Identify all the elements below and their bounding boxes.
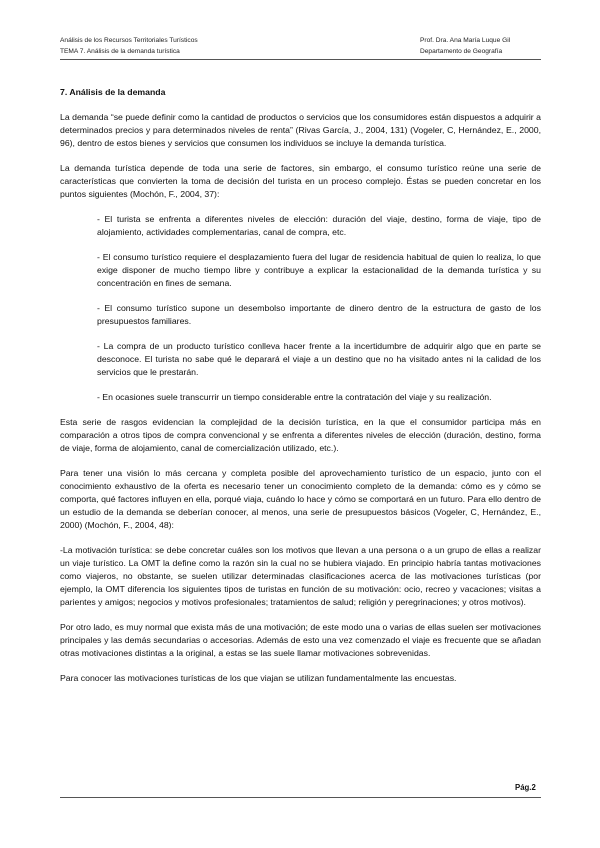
paragraph-complexity: Esta serie de rasgos evidencian la complejidad de la decisión turística, en la que el consumidor participa más en comparación a otros tipos de compra convencional y se enfrenta a diferentes niveles de elección (duración, destino, forma de viaje, forma de alojamiento, canal de comercialización utilizado, etc.).: [60, 417, 541, 453]
paragraph-factors: La demanda turística depende de toda una serie de factores, sin embargo, el consumo turístico reúne una serie de características que convierten la toma de decisión del turista en un proceso complejo. Éstas se pueden concretar en los puntos siguientes (Mochón, F., 2004, 37):: [60, 163, 541, 199]
page-number: Pág.2: [515, 783, 536, 792]
header-department: Departamento de Geografía: [420, 48, 503, 55]
header-course-title: Análisis de los Recursos Territoriales Turísticos: [60, 37, 198, 44]
paragraph-vision: Para tener una visión lo más cercana y completa posible del aprovechamiento turístico de un espacio, junto con el conocimiento exhaustivo de la oferta es necesario tener un conocimiento completo de la demanda: cómo es y cómo se comporta, qué factores influyen en ella, porqué viaja, cuándo lo hace y cómo se comportará en un futuro. Para ello dentro de un estudio de la demanda se deberían conocer, al menos, una serie de presupuestos básicos (Vogeler, C, Hernández, E., 2000) (Mochón, F., 2004, 48):: [60, 468, 541, 530]
paragraph-motivation: -La motivación turística: se debe concretar cuáles son los motivos que llevan a una persona o a un grupo de ellas a realizar un viaje turístico. La OMT la define como la razón sin la cual no se hubiera viajado. En principio habría tantas motivaciones como viajeros, no obstante, se suelen utilizar determinadas clasificaciones acerca de las motivaciones turísticas (por ejemplo, la OMT diferencia los siguientes tipos de turistas en función de su motivación: ocio, recreo y vacaciones; visitas a parientes y amigos; negocios y motivos profesionales; tratamientos de salud; religión y peregrinaciones; y otros motivos).: [60, 545, 541, 607]
footer-divider: [60, 797, 541, 798]
header-left: [60, 35, 198, 57]
header-topic: TEMA 7. Análisis de la demanda turística: [60, 48, 180, 55]
list-item: - En ocasiones suele transcurrir un tiempo considerable entre la contratación del viaje y su realización.: [97, 392, 492, 402]
paragraph-definition: La demanda “se puede definir como la cantidad de productos o servicios que los consumidores están dispuestos a adquirir a determinados precios y para determinados niveles de renta” (Rivas García, J., 2004, 131) (Vogeler, C, Hernández, E., 2000, 96), dentro de estos bienes y servicios que consumen los individuos se incluye la demanda turística.: [60, 112, 541, 148]
header-right: [420, 35, 510, 57]
paragraph-surveys: Para conocer las motivaciones turísticas de los que viajan se utilizan fundamentalmente las encuestas.: [60, 673, 457, 683]
header-author: Prof. Dra. Ana María Luque Gil: [420, 37, 511, 44]
list-item: - La compra de un producto turístico conlleva hacer frente a la incertidumbre de adquirir algo que en parte se desconoce. El turista no sabe qué le deparará el viaje a un destino que no ha visitado antes ni la calidad de los servicios que le prestarán.: [97, 341, 541, 377]
list-item: - El consumo turístico requiere el desplazamiento fuera del lugar de residencia habitual de quien lo realiza, lo que exige disponer de mucho tiempo libre y contribuye a explicar la estacionalidad de la demanda turística y su concentración en fines de semana.: [97, 252, 541, 288]
header-divider: [60, 59, 541, 60]
list-item: - El consumo turístico supone un desembolso importante de dinero dentro de la estructura de gasto de los presupuestos familiares.: [97, 303, 541, 326]
paragraph-multiple-motivations: Por otro lado, es muy normal que exista más de una motivación; de este modo una o varias de ellas suelen ser motivaciones principales y las demás secundarias o accesorias. Además de esto una vez comenzado el viaje es frecuente que se añadan otras motivaciones distintas a la original, a estas se las suele llamar motivaciones sobrevenidas.: [60, 622, 541, 658]
section-title: 7. Análisis de la demanda: [60, 87, 166, 97]
document-body: [60, 86, 541, 697]
list-item: - El turista se enfrenta a diferentes niveles de elección: duración del viaje, destino, forma de viaje, tipo de alojamiento, actividades complementarias, canal de compra, etc.: [97, 214, 541, 237]
